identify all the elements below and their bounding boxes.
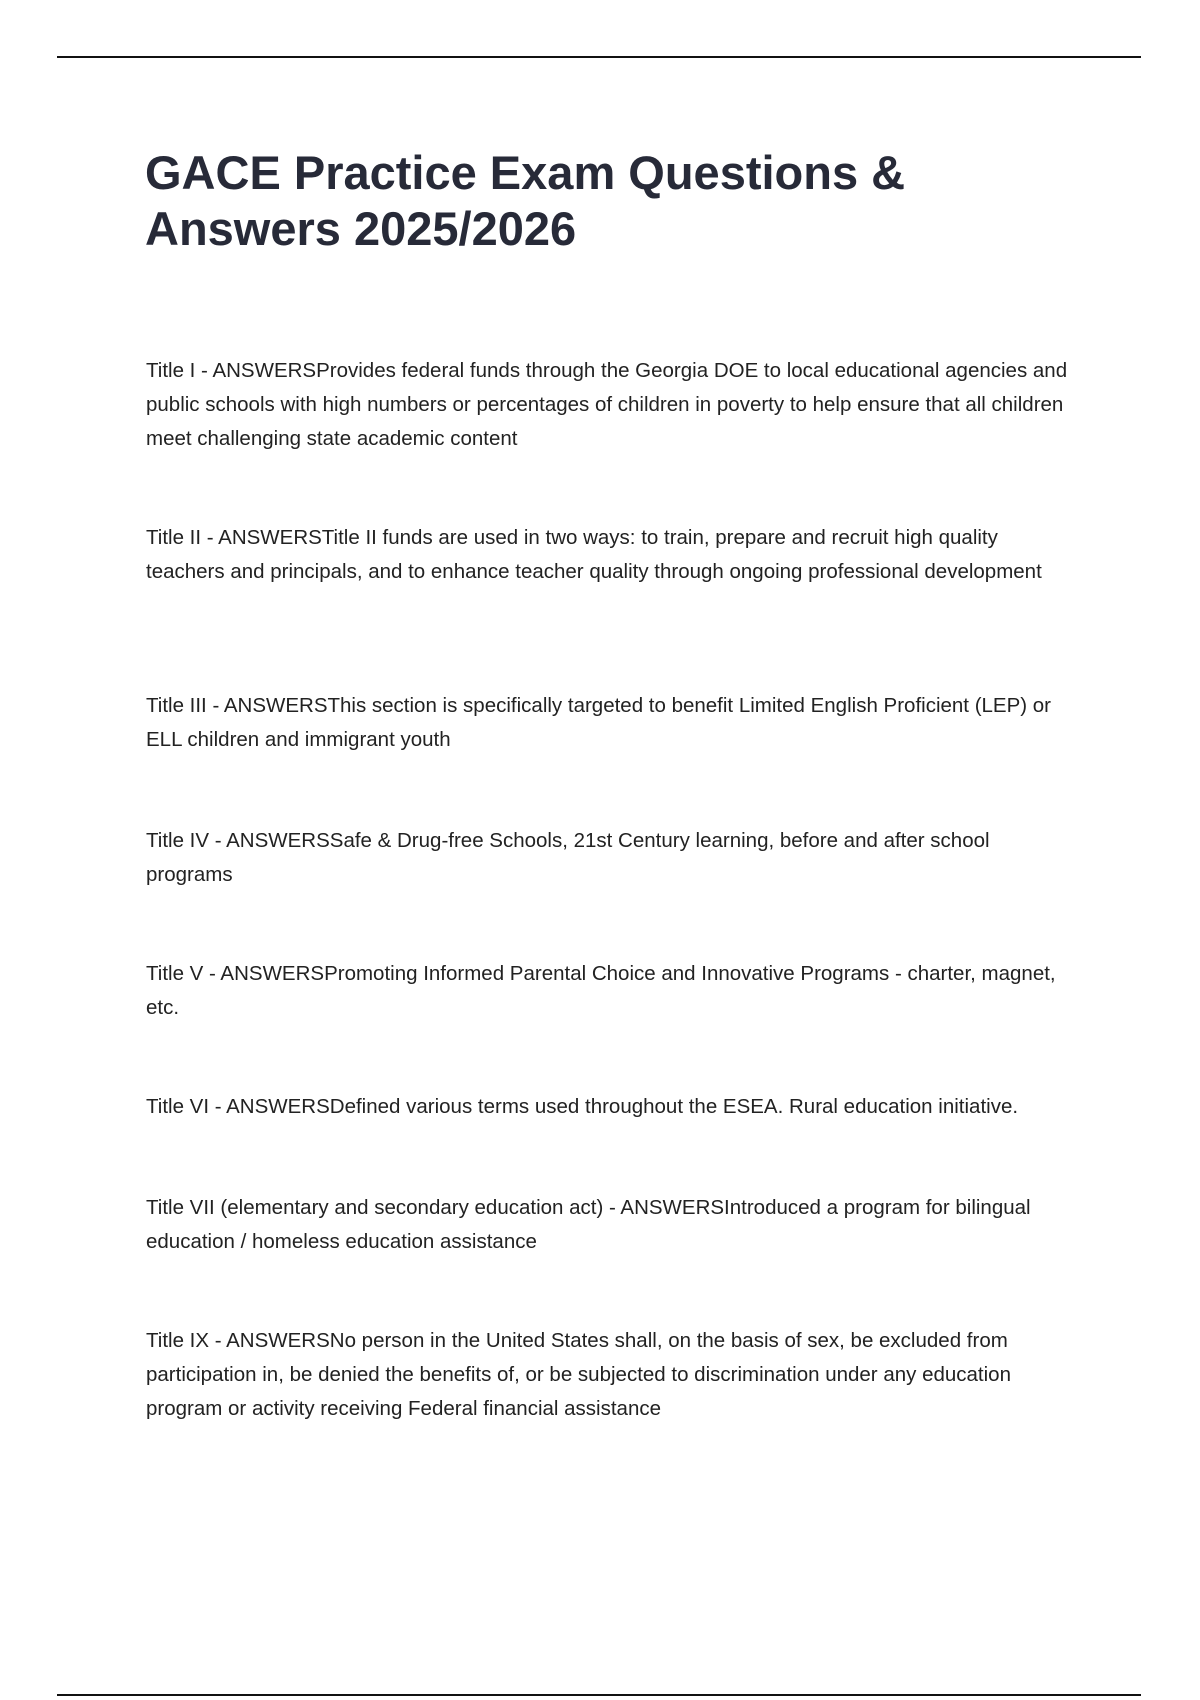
page-title: GACE Practice Exam Questions & Answers 2025/2026 (145, 146, 906, 255)
footer-rule (57, 1694, 1141, 1696)
qa-item-title-9: Title IX - ANSWERSNo person in the United States shall, on the basis of sex, be excluded from participation in, be denied the benefits of, or be subjected to discrimination under any education program or activity receiving Federal financial assistance (146, 1329, 1011, 1420)
qa-item-title-1: Title I - ANSWERSProvides federal funds through the Georgia DOE to local educational agencies and public schools with high numbers or percentages of children in poverty to help ensure that all children meet challenging state academic content (146, 359, 1068, 450)
qa-item-title-2: Title II - ANSWERSTitle II funds are used in two ways: to train, prepare and recruit high quality teachers and principals, and to enhance teacher quality through ongoing professional development (146, 526, 1042, 583)
qa-item-title-5: Title V - ANSWERSPromoting Informed Parental Choice and Innovative Programs - charter, magnet, etc. (146, 962, 1056, 1019)
header-rule (57, 56, 1141, 58)
qa-item-title-3: Title III - ANSWERSThis section is specifically targeted to benefit Limited English Proficient (LEP) or ELL children and immigrant youth (146, 694, 1052, 751)
qa-item-title-6: Title VI - ANSWERSDefined various terms used throughout the ESEA. Rural education initiative. (146, 1095, 1019, 1118)
qa-item-title-7: Title VII (elementary and secondary education act) - ANSWERSIntroduced a program for bilingual education / homeless education assistance (146, 1196, 1031, 1253)
qa-item-title-4: Title IV - ANSWERSSafe & Drug-free Schools, 21st Century learning, before and after school programs (146, 829, 990, 886)
